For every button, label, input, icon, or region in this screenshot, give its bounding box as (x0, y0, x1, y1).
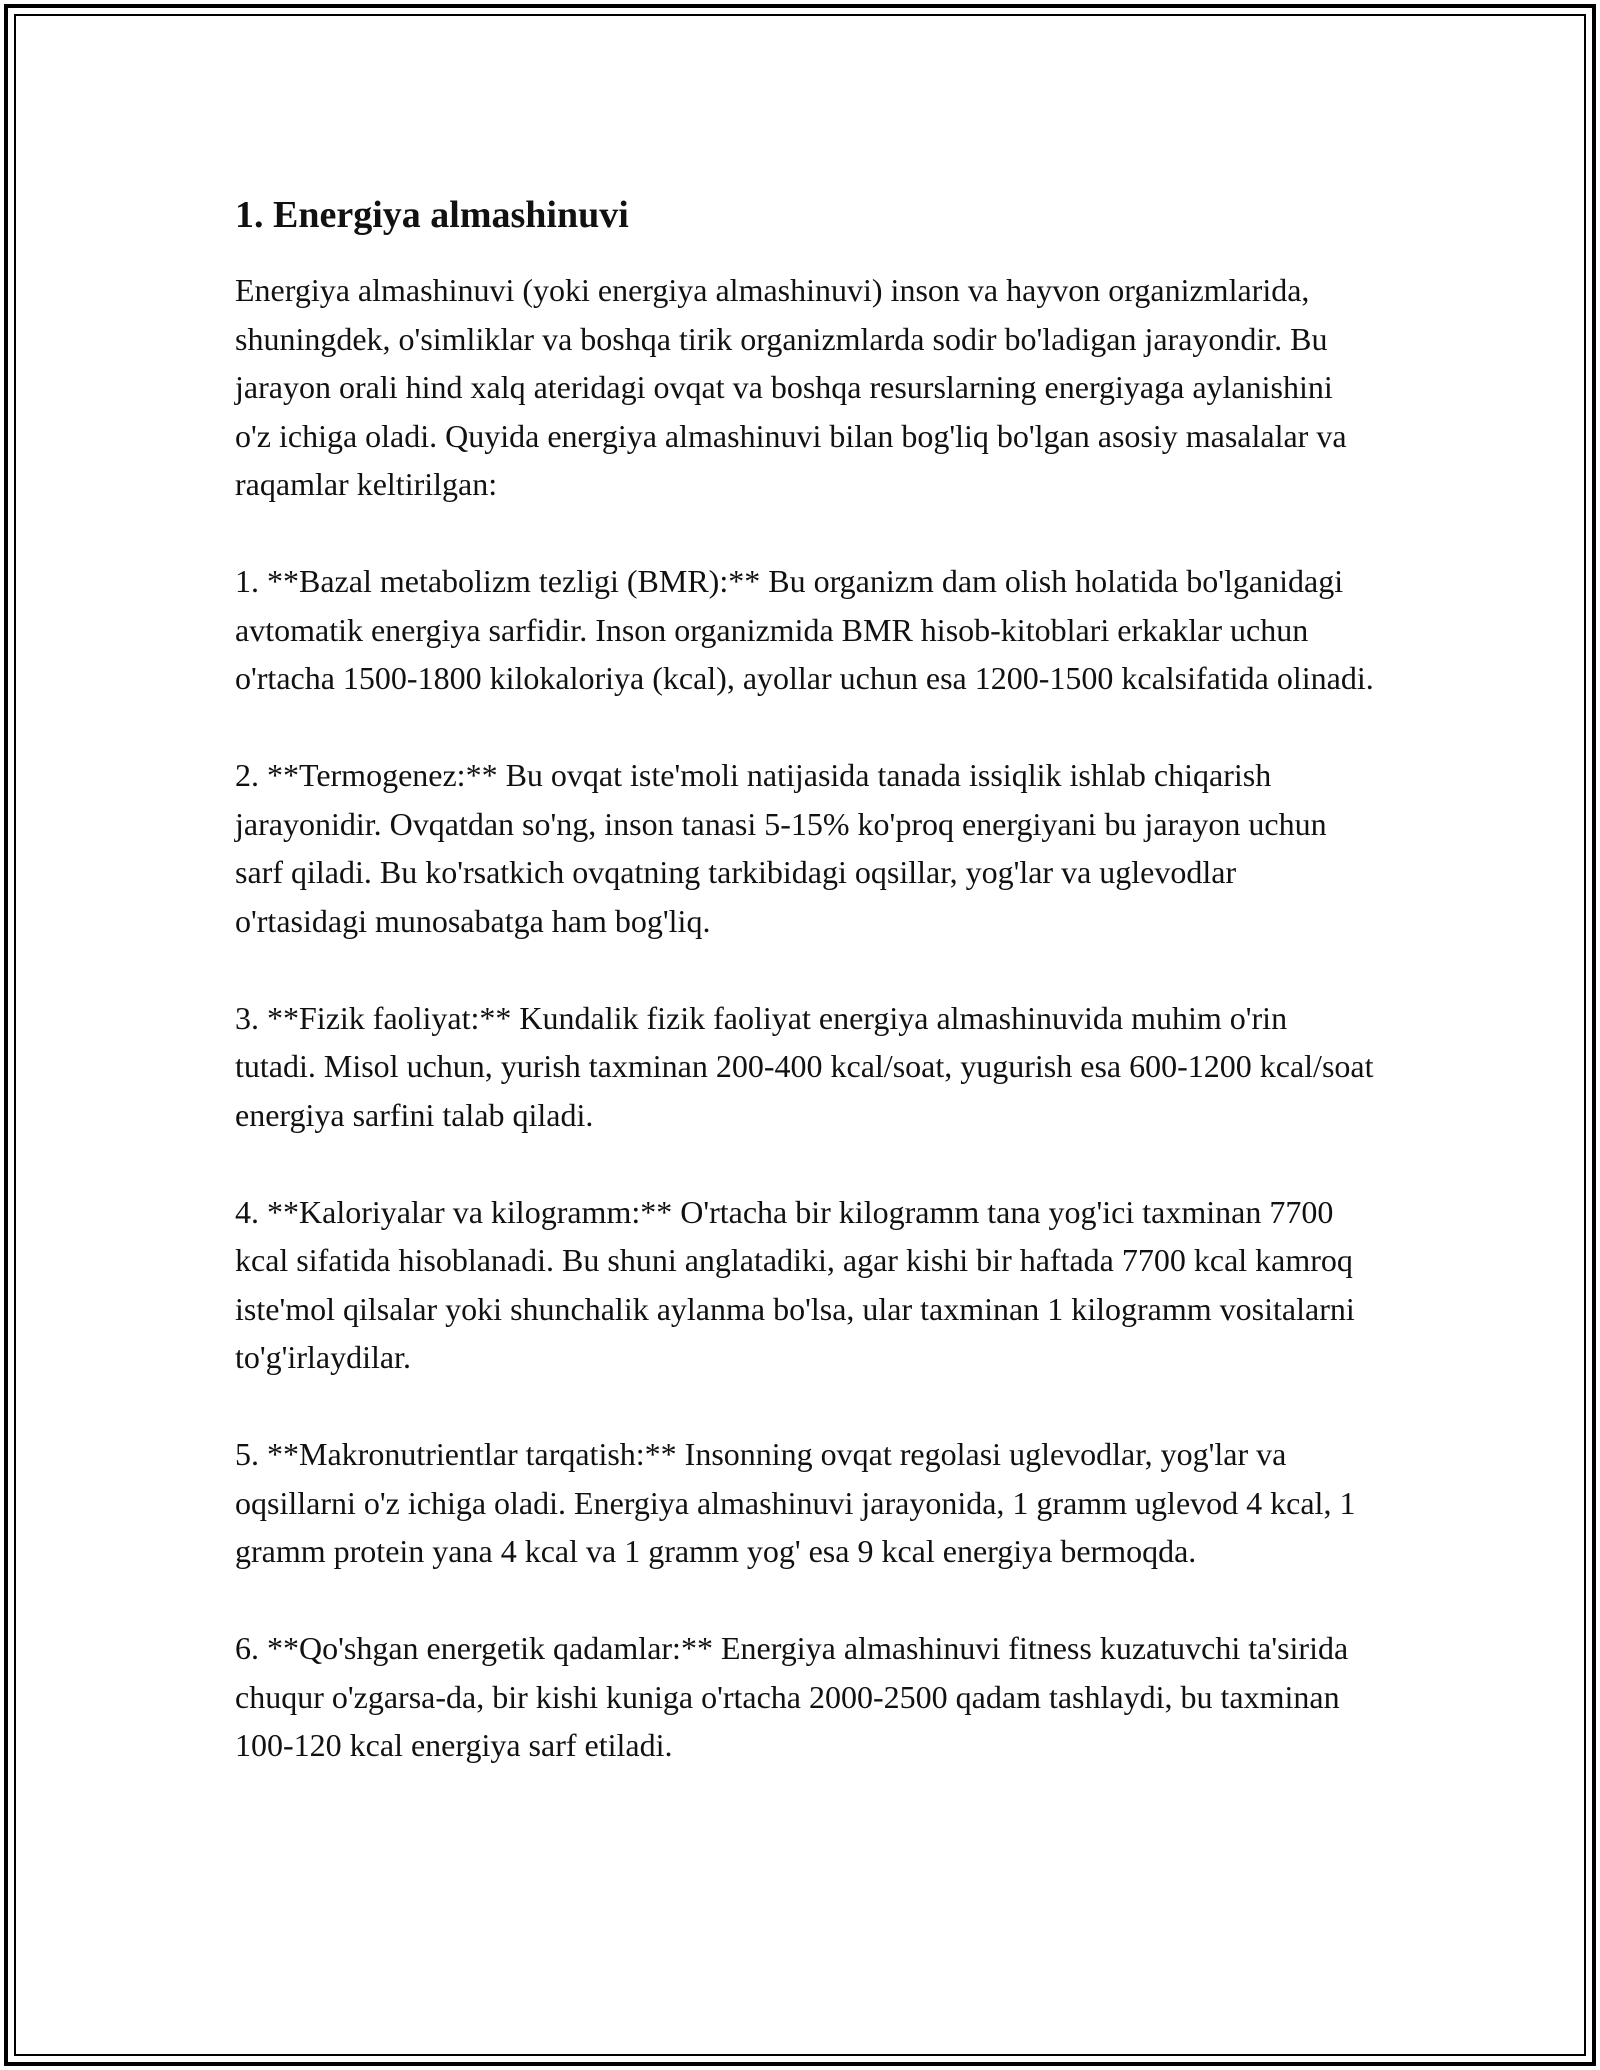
document-body (235, 186, 1375, 1818)
intro-paragraph: Energiya almashinuvi (yoki energiya almashinuvi) inson va hayvon organizmlarida, shuningdek, o'simliklar va boshqa tirik organizmlarda sodir bo'ladigan jarayondir. Bu jarayon orali hind xalq ateridagi ovqat va boshqa resurslarning energiyaga aylanishini o'z ichiga oladi. Quyida energiya almashinuvi bilan bog'liq bo'lgan asosiy masalalar va raqamlar keltirilgan: (235, 272, 1347, 502)
item-steps-paragraph: 6. **Qo'shgan energetik qadamlar:** Energiya almashinuvi fitness kuzatuvchi ta'sirida chuqur o'zgarsa-da, bir kishi kuniga o'rtacha 2000-2500 qadam tashlaydi, bu taxminan 100-120 kcal energiya sarf etiladi. (235, 1630, 1349, 1763)
section-heading: 1. Energiya almashinuvi (235, 194, 629, 236)
item-physical-activity-paragraph: 3. **Fizik faoliyat:** Kundalik fizik faoliyat energiya almashinuvida muhim o'rin tutadi. Misol uchun, yurish taxminan 200-400 kcal/soat, yugurish esa 600-1200 kcal/soat energiya sarfini talab qiladi. (235, 999, 1374, 1133)
item-bmr-paragraph: 1. **Bazal metabolizm tezligi (BMR):** Bu organizm dam olish holatida bo'lganidagi avtomatik energiya sarfidir. Inson organizmida BMR hisob-kitoblari erkaklar uchun o'rtacha 1500-1800 kilokaloriya (kcal), ayollar uchun esa 1200-1500 kcalsifatida olinadi. (235, 563, 1374, 696)
item-calories-kilogram-paragraph: 4. **Kaloriyalar va kilogramm:** O'rtacha bir kilogramm tana yog'ici taxminan 7700 kcal sifatida hisoblanadi. Bu shuni anglatadiki, agar kishi bir haftada 7700 kcal kamroq iste'mol qilsalar yoki shunchalik aylanma bo'lsa, ular taxminan 1 kilogramm vositalarni to'g'irlaydilar. (235, 1193, 1355, 1375)
item-macronutrients-paragraph: 5. **Makronutrientlar tarqatish:** Insonning ovqat regolasi uglevodlar, yog'lar va oqsillarni o'z ichiga oladi. Energiya almashinuvi jarayonida, 1 gramm uglevod 4 kcal, 1 gramm protein yana 4 kcal va 1 gramm yog' esa 9 kcal energiya bermoqda. (235, 1436, 1356, 1569)
item-thermogenesis-paragraph: 2. **Termogenez:** Bu ovqat iste'moli natijasida tanada issiqlik ishlab chiqarish jarayonidir. Ovqatdan so'ng, inson tanasi 5-15% ko'proq energiyani bu jarayon uchun sarf qiladi. Bu ko'rsatkich ovqatning tarkibidagi oqsillar, yog'lar va uglevodlar o'rtasidagi munosabatga ham bog'liq. (235, 757, 1327, 939)
